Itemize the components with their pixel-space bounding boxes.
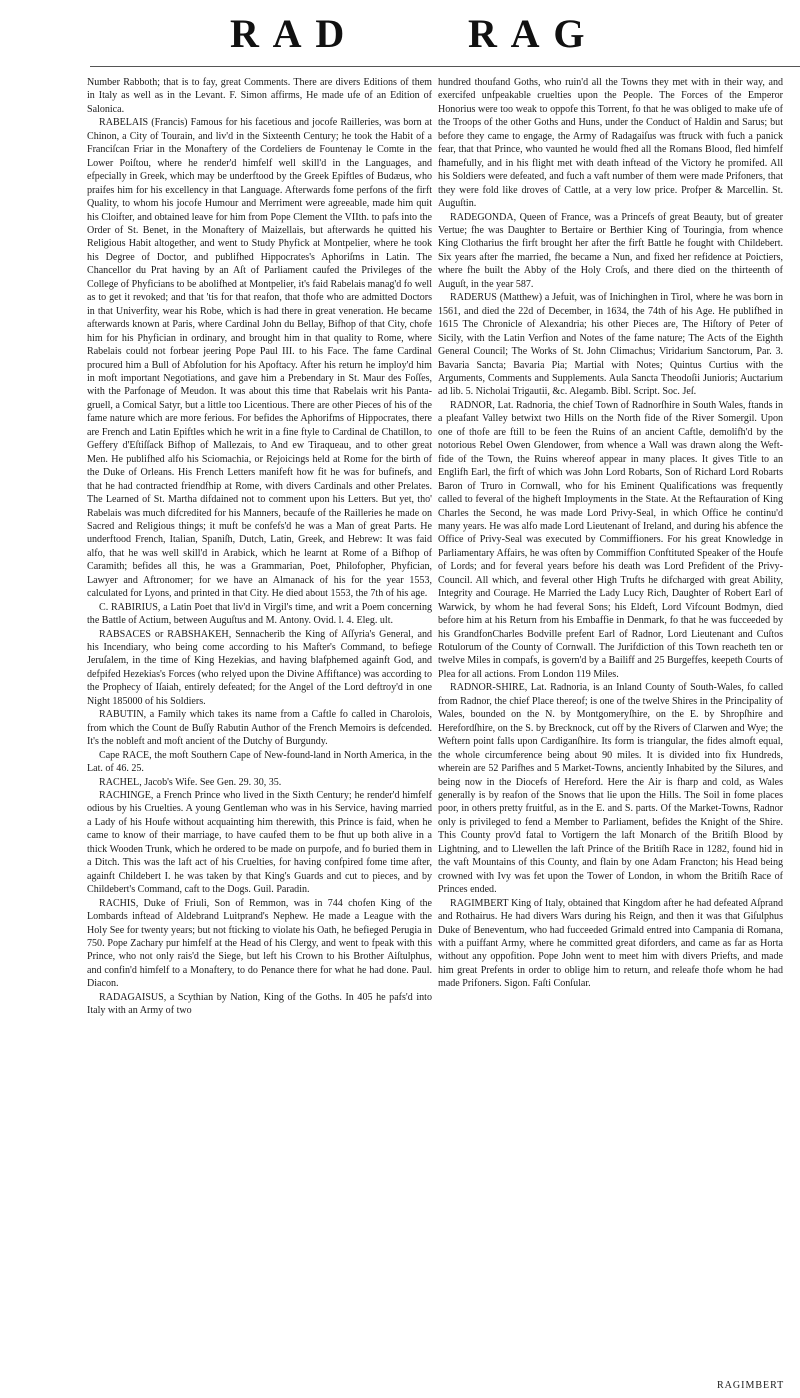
left-column [87,76,432,1018]
entry-paragraph: RADERUS (Matthew) a Jefuit, was of Inichinghen in Tirol, where he was born in 1561, and died the 22d of December, in 1634, the 74th of his Age. He publifhed in 1615 The Chronicle of Alexandria; his other Pieces are, The Hiſtory of Peter of Sicily, with the Latin Verfion and Notes of the fame nature; The Acts of the Eighth General Council; The Works of St. John Climachus; Viridarium Sanctorum, Par. 3. Bavaria Sancta; Bavaria Pia; Martial with Notes; Quintus Curtius with the Arguments, Comments and Supplements. Aula Sancta Theodoſii Junioris; Auctarium ad lib. 5. Nicholai Trigautii, &c. Alegamb. Bibl. Script. Soc. Jeſ. [438,292,783,398]
catchword: RAGIMBERT [717,1380,785,1391]
entry-paragraph: RABUTIN, a Family which takes its name from a Caftle fo called in Charolois, from which the Count de Buſſy Rabutin Author of the French Memoirs is defcended. It's the nobleft and moft ancient of the Dutchy of Burgundy. [87,709,432,748]
head-word-left: R A D [230,11,348,56]
entry-paragraph: Cape RACE, the moft Southern Cape of New-found-land in North America, in the Lat. of 46. 25. [87,749,432,775]
entry-paragraph: hundred thoufand Goths, who ruin'd all the Towns they met with in their way, and exercifed unfpeakable cruelties upon the People. The Forces of the Emperor Honorius were too weak to oppofe this Torrent, fo that he was obliged to make ufe of the Troops of the other Goths and Huns, under the Conduct of Haldin and Sarus; but before they came to engage, the Army of Radagaiſus was ftruck with fuch a panick fear, that that Prince, who vaunted he would fhed all the Romans Blood, fled himfelf fhamefully, and in his flight met with death inftead of the Victory he promifed. All his Soldiers were defeated, and fuch a vaft number of them were made Prifoners, that they were fold like droves of Cattle, at a very low price. Profper & Marcellin. St. Auguſtin. [438,77,783,210]
entry-paragraph: RACHINGE, a French Prince who lived in the Sixth Century; he render'd himfelf odious by his Cruelties. A young Gentleman who was in his Service, having married a Lady of his Houfe without acquainting him therewith, this Prince is faid, when he came to know of their marriage, to have caufed them to be fhut up both alive in a thick Wooden Trunk, which he ordered to be made on purpofe, and fo buried them in a Ditch. This was the laft act of his Cruelties, for having confpired fome time after, againft Childebert I. he was taken by that King's Guards and cut to pieces, and by Childebert's Command, caft to the Dogs. Guil. Paradin. [87,790,432,896]
entry-paragraph: C. RABIRIUS, a Latin Poet that liv'd in Virgil's time, and writ a Poem concerning the Battle of Actium, between Auguſtus and M. Antony. Ovid. l. 4. Eleg. ult. [87,601,432,627]
entry-paragraph: RABSACES or RABSHAKEH, Sennacherib the King of Aſſyria's General, and his Incendiary, who being come according to his Mafter's Command, to befiege Jeruſalem, in the time of King Hezekias, and having blafphemed againft God, and defpifed Hezekias's Forces (who relyed upon the Divine Affiftance) was according to the Prophecy of Iſaiah, entirely defeated; for the Angel of the Lord deftroy'd in one Night 185000 of his Soldiers. [87,628,432,707]
right-column [438,76,783,991]
entry-paragraph: RADEGONDA, Queen of France, was a Princefs of great Beauty, but of greater Vertue; fhe was Daughter to Bertaire or Berthier King of Touringia, from whence King Clotharius the firft brought her after the firft Battle he fought with Childebert. Six years after fhe married, fhe became a Nun, and fixed her refidence at Poictiers, where fhe built the Abby of the Holy Croſs, and there died on the thirteenth of Auguſt, in the year 587. [438,211,783,290]
header-rule [90,66,800,67]
entry-paragraph: RADNOR-SHIRE, Lat. Radnoria, is an Inland County of South-Wales, fo called from Radnor, the chief Place thereof; is one of the twelve Shires in the Principality of Wales, bounded on the N. by Montgomeryſhire, on the E. by Shropſhire and Herefordſhire, on the S. by Brecknock, cut off by the Rivers of Clarwen and Wye; the Weftern point falls upon Cardiganſhire. Its form is triangular, the fides almoft equal, the whole circumference being about 90 miles. It is divided into fix Hundreds, wherein are 52 Parifhes and 5 Market-Towns, anciently Inhabited by the Silures, and being now in the Diocefs of Hereford. Here the Air is fharp and cold, as Wales generally is by reafon of the Snows that lie upon the Hills. The Soil in fome places poor, in others pretty fruitful, as in the E. and S. parts. Of the Market-Towns, Radnor only is privileged to fend a Member to Parliament, befides the Knight of the Shire. This County prov'd fatal to Vortigern the laft Monarch of the Britiſh Blood by Lightning, and to Llewellen the laft Prince of the Britiſh Race in 1282, found hid in the vaft Mountains of this County, and flain by one Adam Francton; his Head being crowned with Ivy was fet upon the Tower of London, in whom the Britiſh Race of Princes ended. [438,682,783,896]
entry-paragraph: RADNOR, Lat. Radnoria, the chief Town of Radnorſhire in South Wales, ftands in a pleafant Valley betwixt two Hills on the North fide of the River Somergil. Upon one of thofe are ftill to be feen the Ruins of an ancient Caftle, demolifh'd by the notorious Rebel Owen Glendower, from whence a Wall was drawn along the Weft-fide of the Town, the Ruins whereof appear in many places. It gives Title to an Englifh Earl, the firft of which was John Lord Robarts, Son of Richard Lord Robarts Baron of Truro in Cornwall, who for his Eminent Qualifications was frequently called to feveral of the higheft Imployments in the State. At the Reftauration of King Charles the Second, he was made Lord Privy-Seal, in which Office he continu'd many years. He was alfo made Lord Lieutenant of Ireland, and during his abfence the Office of Privy-Seal was executed by Commiffioners. For his great Knowledge in Parliamentary Affairs, he was often by Commiffion Conftituted Speaker of the Houfe of Lords; and for feveral years before his death was Lord Prefident of the Privy-Council. All which, and feveral other High Trufts he difcharged with great Ability, Integrity and Courage. He Married the Lady Lucy Rich, Daughter of Robert Earl of Warwick, by whom he had feveral Sons; his Eldeft, Lord Vifcount Bodmyn, died before him at his Return from his Embaffie in Denmark, fo that he was fucceeded by his GrandfonCharles Bodville prefent Earl of Radnor, Lord Lieutenant and Cuſtos Rotulorum of the County of Cornwall. The Jurifdiction of this Town reacheth ten or twelve Miles in compafs, is govern'd by a Bailiff and 25 Burgeffes, keepeth Courts of Plea for all actions. From London 119 Miles. [438,399,783,680]
running-head [0,10,800,70]
entry-paragraph: RADAGAISUS, a Scythian by Nation, King of the Goths. In 405 he pafs'd into Italy with an Army of two [87,991,432,1017]
entry-paragraph: Number Rabboth; that is to fay, great Comments. There are divers Editions of them in Italy as well as in the Levant. F. Simon affirms, He made ufe of an Edition of Salonica. [87,77,432,115]
head-word-right: R A G [468,11,588,56]
entry-paragraph: RACHIS, Duke of Friuli, Son of Remmon, was in 744 chofen King of the Lombards inftead of Aldebrand Luitprand's Nephew. He made a League with the Holy See for twenty years; but not fticking to violate his Oath, he befieged Perugia in 750. Pope Zachary pur himfelf at the Head of his Clergy, and went to fpeak with this Prince, who not only rais'd the Siege, but left his Crown to his Brother Aiſtulphus, and confin'd himfelf to a Monaftery, to do Penance there for what he had done. Paul. Diacon. [87,897,432,990]
entry-paragraph: RACHEL, Jacob's Wife. See Gen. 29. 30, 35. [99,776,282,788]
entry-paragraph: RABELAIS (Francis) Famous for his facetious and jocofe Railleries, was born at Chinon, a City of Tourain, and liv'd in the Sixteenth Century; he took the Habit of a Franciſcan Friar in the Monaftery of the Cordeliers de Fountenay le Comte in the Lower Poiſtou, where he render'd himfelf well skill'd in the Languages, and efpecially in Greek, which may be underftood by the Greek Epiftles of Budæus, who praifes him for his excellency in that Language. Afterwards fome perfons of the firft Quality, to whom his jocofe Humour and Merriment were agreeable, made him quit his Cloifter, and obtained leave for him from Pope Clement the VIIth. to pafs into the Order of St. Benet, in the Monaftery of Maizellais, but afterwards he quitted his Religious Habit altogether, and went to Study Phyfick at Montpelier, where he took his Degree of Doctor, and publifhed Hippocrates's Aphoriſms in Latin. The Chancellor du Prat having by an Aſt of Parliament caufed the Privileges of the College of Phyficians to be abolifhed at Montpelier, it's faid Rabelais manag'd fo well as to get it revoked; and that 'tis for that reafon, that thofe who are admitted Doctors in that Univerfity, wear his Robe, which is had there in great veneration. He became afterwards known at Paris, where Cardinal John du Bellay, Bifhop of that City, chofe him for his Phyfician in ordinary, and brought him in that quality to Rome, where Rabelais could not forbear jeering Pope Paul III. to his Face. The fame Cardinal procured him a Bull of Abfolution for his Apoftacy. After his return he imploy'd him in moft important Negotiations, and gave him a Prebendary in St. Maur des Foſſes, with the Parfonage of Meudon. It was about this time that Rabelais writ his Panta-gruell, a Comical Satyr, but a little too Licentious. There are other Pieces of his of the fame nature which are more ferious. For befides the Aphorifms of Hippocrates, there are French and Latin Epiftles which he writ in a fine ftyle to Cardinal de Chatillon, to Geffery d'Eſtiſſack Bifhop of Mallezais, to And ew Tiraqueau, and to other great Men. He publifhed alfo his Sciomachia, or Rejoicings held at Rome for the birth of the Duke of Orleans. His French Letters manifeft how fit he was for bufinefs, and that he had contracted friendfhip at Rome, with divers Cardinals and other Prelates. The Learned of St. Martha difdained not to comment upon his Letters. But yet, tho' Rabelais was much difcredited for his Manners, becaufe of the Railleries he made on Sacred and Religious things; it muft be confefs'd he was a Man of great Parts. He underftood French, Italian, Spaniſh, Dutch, Latin, Greek, and Hebrew: It was faid alfo, that he was well skill'd in Arabick, which he learnt at Rome of a Bifhop of Caramith; befides all this, he was a Grammarian, Poet, Philofopher, Phyfician, Lawyer and Aftronomer; for we have an Almanack of his for the year 1553, calculated for Lyons, and printed in that City. He died about 1553, the 7th of his age. [87,117,432,600]
entry-paragraph: RAGIMBERT King of Italy, obtained that Kingdom after he had defeated Aſprand and Rothairus. He had divers Wars during his Reign, and then it was that Giſulphus Duke of Beneventum, who had fucceeded Grimald entred into Campania di Romana, with a puiffant Army, where he committed great diforders, and came as far as Horta without any oppofition. Pope John went to meet him with divers Priefts, and made him great Prefents in order to oblige him to return, and releafe thofe whom he had made Prifoners. Sigon. Faſti Conſular. [438,897,783,990]
